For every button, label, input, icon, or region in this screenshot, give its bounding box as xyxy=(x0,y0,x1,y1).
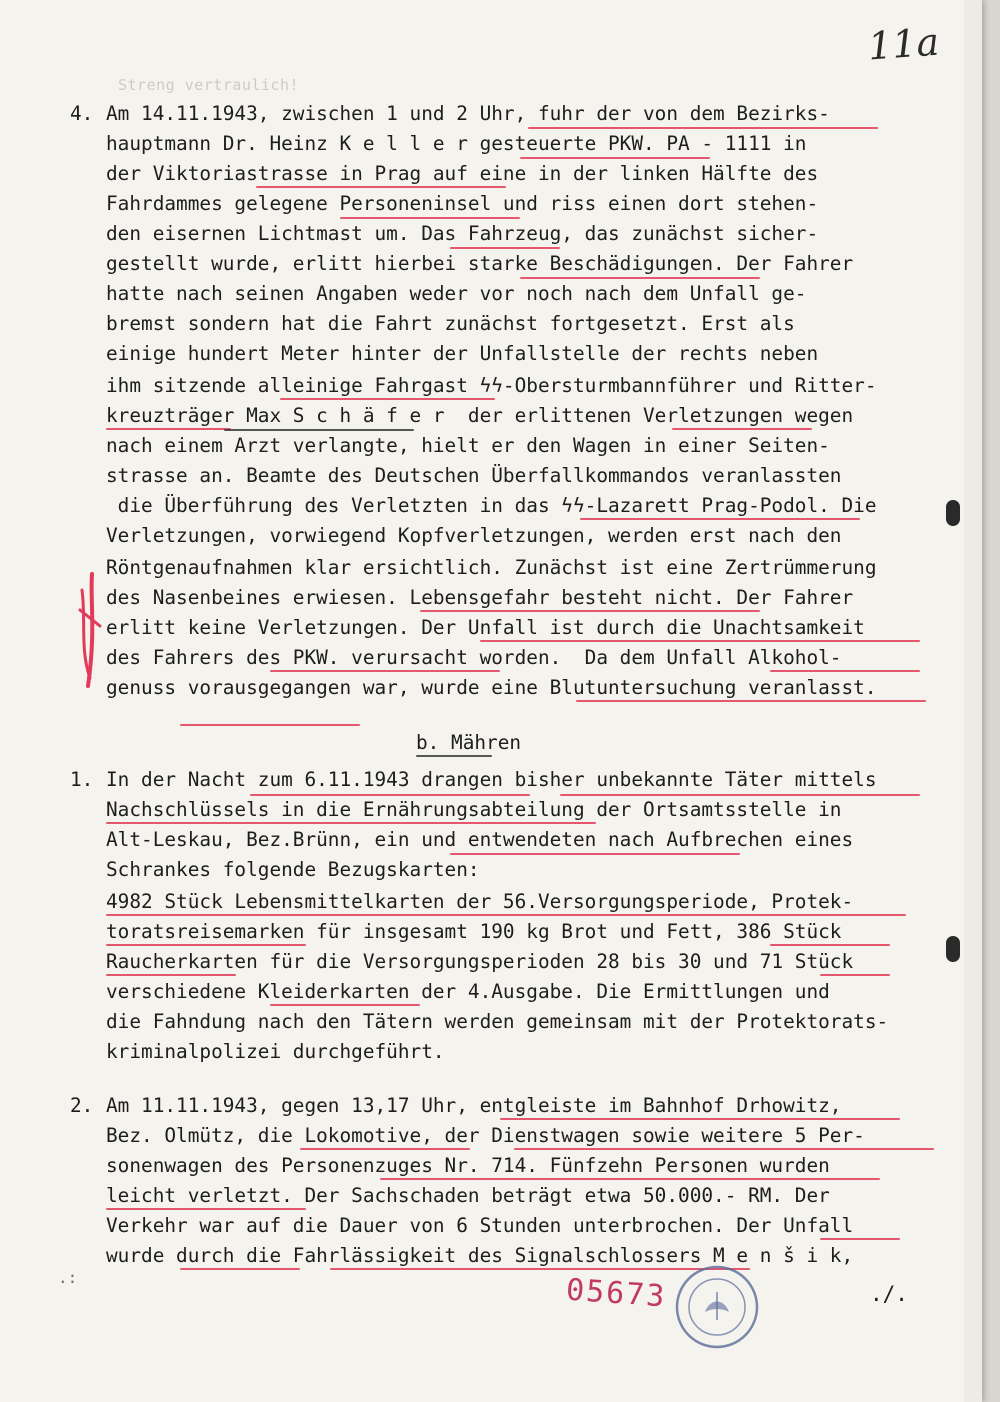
text-line: 4982 Stück Lebensmittelkarten der 56.Versorgungsperiode, Protek- xyxy=(106,890,854,913)
underline xyxy=(520,157,710,159)
margin-mark: .: xyxy=(58,1268,78,1287)
text-line: erlitt keine Verletzungen. Der Unfall ist durch die Unachtsamkeit xyxy=(106,616,865,639)
underline xyxy=(576,700,926,702)
text-line: die Überführung des Verletzten in das ϟϟ-Lazarett Prag-Podol. Die xyxy=(106,494,877,517)
underline xyxy=(520,277,760,279)
underline xyxy=(280,398,495,400)
underline xyxy=(770,944,890,946)
text-line: bremst sondern hat die Fahrt zunächst fortgesetzt. Erst als xyxy=(106,312,795,335)
text-line: Verkehr war auf die Dauer von 6 Stunden unterbrochen. Der Unfall xyxy=(106,1214,854,1237)
text-line: hatte nach seinen Angaben weder vor noch nach dem Unfall ge- xyxy=(106,282,807,305)
item-number: 1. xyxy=(70,768,94,791)
underline xyxy=(672,428,812,430)
heading-underline xyxy=(416,755,492,757)
text-line: Verletzungen, vorwiegend Kopfverletzungen, werden erst nach den xyxy=(106,524,842,547)
underline xyxy=(480,640,920,642)
text-line: nach einem Arzt verlangte, hielt er den Wagen in einer Seiten- xyxy=(106,434,830,457)
text-line: strasse an. Beamte des Deutschen Überfallkommandos veranlassten xyxy=(106,464,842,487)
underline xyxy=(300,1148,470,1150)
underline xyxy=(420,610,760,612)
underline xyxy=(180,1268,300,1270)
text-line: Am 14.11.1943, zwischen 1 und 2 Uhr, fuhr der von dem Bezirks- xyxy=(106,102,830,125)
text-line: Alt-Leskau, Bez.Brünn, ein und entwendeten nach Aufbrechen eines xyxy=(106,828,854,851)
text-line: In der Nacht zum 6.11.1943 drangen bisher unbekannte Täter mittels xyxy=(106,768,877,791)
stamp-number: 05673 xyxy=(564,1272,668,1315)
text-line: Fahrdammes gelegene Personeninsel und riss einen dort stehen- xyxy=(106,192,819,215)
archive-seal-icon xyxy=(672,1262,762,1352)
underline xyxy=(820,974,890,976)
underline xyxy=(500,1118,900,1120)
folio-number: 11a xyxy=(866,19,941,69)
text-line: des Nasenbeines erwiesen. Lebensgefahr besteht nicht. Der Fahrer xyxy=(106,586,854,609)
underline xyxy=(270,1004,420,1006)
text-line: der Viktoriastrasse in Prag auf eine in der linken Hälfte des xyxy=(106,162,819,185)
text-line: einige hundert Meter hinter der Unfallstelle der rechts neben xyxy=(106,342,819,365)
bleedthrough-header: Streng vertraulich! xyxy=(118,76,300,94)
text-line: des Fahrers des PKW. verursacht worden. Da dem Unfall Alkohol- xyxy=(106,646,842,669)
item-number: 4. xyxy=(70,102,94,125)
underline xyxy=(560,794,920,796)
underline xyxy=(106,1208,306,1210)
text-line: ihm sitzende alleinige Fahrgast ϟϟ-Obersturmbannführer und Ritter- xyxy=(106,374,877,397)
underline xyxy=(106,428,231,430)
red-margin-mark-icon xyxy=(70,570,110,690)
text-line: Röntgenaufnahmen klar ersichtlich. Zunächst ist eine Zertrümmerung xyxy=(106,556,877,579)
text-line: verschiedene Kleiderkarten der 4.Ausgabe. Die Ermittlungen und xyxy=(106,980,830,1003)
underline xyxy=(250,794,530,796)
paper-edge xyxy=(964,0,982,1402)
underline xyxy=(180,724,360,726)
underline xyxy=(380,1178,880,1180)
pencil-underline xyxy=(224,429,414,431)
text-line: Raucherkarten für die Versorgungsperioden 28 bis 30 und 71 Stück xyxy=(106,950,854,973)
underline xyxy=(770,670,920,672)
underline xyxy=(340,217,520,219)
underline xyxy=(450,247,560,249)
text-line: kriminalpolizei durchgeführt. xyxy=(106,1040,445,1063)
text-line: sonenwagen des Personenzuges Nr. 714. Fünfzehn Personen wurden xyxy=(106,1154,830,1177)
page-continuation-mark: ./. xyxy=(870,1282,908,1306)
text-line: genuss vorausgegangen war, wurde eine Blutuntersuchung veranlasst. xyxy=(106,676,877,699)
underline xyxy=(106,914,906,916)
underline xyxy=(106,944,306,946)
underline xyxy=(514,1148,934,1150)
underline xyxy=(106,822,596,824)
text-line: Nachschlüssels in die Ernährungsabteilung der Ortsamtsstelle in xyxy=(106,798,842,821)
text-line: Am 11.11.1943, gegen 13,17 Uhr, entgleiste im Bahnhof Drhowitz, xyxy=(106,1094,842,1117)
underline xyxy=(820,1238,900,1240)
text-line: hauptmann Dr. Heinz K e l l e r gesteuerte PKW. PA - 1111 in xyxy=(106,132,807,155)
underline xyxy=(580,518,860,520)
text-line: leicht verletzt. Der Sachschaden beträgt etwa 50.000.- RM. Der xyxy=(106,1184,830,1207)
text-line: Schrankes folgende Bezugskarten: xyxy=(106,858,480,881)
text-line: wurde durch die Fahrlässigkeit des Signalschlossers M e n š i k, xyxy=(106,1244,854,1267)
text-line: kreuzträger Max S c h ä f e r der erlittenen Verletzungen wegen xyxy=(106,404,854,427)
punch-hole-top xyxy=(946,500,960,526)
underline xyxy=(450,853,740,855)
underline xyxy=(106,974,236,976)
text-line: Bez. Olmütz, die Lokomotive, der Dienstwagen sowie weitere 5 Per- xyxy=(106,1124,865,1147)
text-line: gestellt wurde, erlitt hierbei starke Beschädigungen. Der Fahrer xyxy=(106,252,854,275)
underline xyxy=(256,186,506,188)
text-line: toratsreisemarken für insgesamt 190 kg Brot und Fett, 386 Stück xyxy=(106,920,842,943)
text-line: die Fahndung nach den Tätern werden gemeinsam mit der Protektorats- xyxy=(106,1010,889,1033)
text-line: den eisernen Lichtmast um. Das Fahrzeug, das zunächst sicher- xyxy=(106,222,819,245)
underline xyxy=(528,127,878,129)
underline xyxy=(270,670,500,672)
item-number: 2. xyxy=(70,1094,94,1117)
punch-hole-bottom xyxy=(946,936,960,962)
section-b-heading: b. Mähren xyxy=(416,731,522,754)
